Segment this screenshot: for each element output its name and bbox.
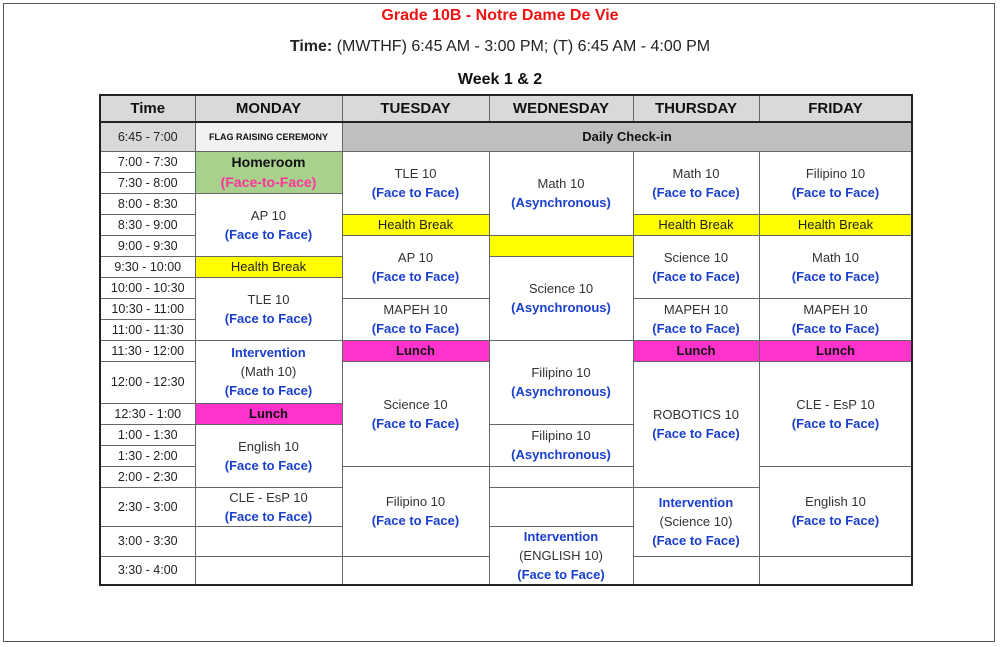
time-cell: 3:00 - 3:30 [100,526,195,556]
mode-label: (Face to Face) [652,321,740,336]
subject-name: (ENGLISH 10) [519,547,603,563]
time-cell: 11:30 - 12:00 [100,340,195,361]
tuesday-science-cell [342,361,489,466]
wednesday-science-cell [489,256,633,340]
mode-label: (Face to Face) [371,268,460,284]
subject-name: TLE 10 [247,291,290,307]
mode-label: (Face to Face) [371,513,460,529]
time-cell: 2:00 - 2:30 [100,466,195,487]
empty-cell [342,556,489,584]
subject-name: AP 10 [250,207,287,223]
lunch-cell: Lunch [342,340,489,361]
table-row [100,122,912,151]
table-row [100,340,912,361]
tuesday-tle-cell [342,151,489,214]
mode-label: (Face to Face) [224,226,313,242]
mode-label: (Face to Face) [224,457,313,473]
health-break-cell: Health Break [633,214,759,235]
wednesday-math-cell [489,151,633,235]
time-label: Time: [289,38,333,55]
monday-english-cell [195,424,342,487]
time-cell: 10:30 - 11:00 [100,298,195,319]
empty-cell [195,556,342,584]
subject-name: English 10 [805,494,866,510]
subject-name: (Science 10) [659,514,733,530]
subject-name: CLE - EsP 10 [229,489,308,505]
intervention-label: Intervention [231,345,306,360]
subject-name: Filipino 10 [531,365,591,380]
mode-label: (Face to Face) [224,383,313,398]
mode-label: (Face to Face) [517,566,605,582]
time-cell: 7:30 - 8:00 [100,172,195,193]
homeroom-mode: (Face-to-Face) [220,174,317,190]
wednesday-filipino-cell [489,340,633,424]
subject-name: ROBOTICS 10 [653,407,739,422]
thursday-science-cell [633,235,759,298]
mode-label: (Face to Face) [652,426,740,441]
tuesday-intervention-cell [489,526,633,585]
mode-label: (Asynchronous) [511,300,611,315]
monday-tle-cell [195,277,342,340]
subject-name: English 10 [238,438,299,454]
health-break-cell: Health Break [759,214,912,235]
mode-label: (Face to Face) [652,184,740,200]
mode-label: (Face to Face) [652,268,740,284]
friday-mapeh-cell [759,298,912,340]
column-header-wednesday: WEDNESDAY [489,95,633,122]
thursday-mapeh-cell [633,298,759,340]
week-label: Week 1 & 2 [457,71,543,88]
health-break-cell: Health Break [195,256,342,277]
mode-label: (Face to Face) [371,321,460,336]
homeroom-title: Homeroom [231,154,306,170]
flag-raising-cell: FLAG RAISING CEREMONY [195,122,342,151]
friday-english-cell [759,466,912,556]
subject-name: Science 10 [528,281,594,296]
subject-name: Filipino 10 [531,428,591,443]
thursday-robotics-cell [633,361,759,487]
health-break-cell: Health Break [342,214,489,235]
mode-label: (Face to Face) [371,184,460,200]
time-cell: 7:00 - 7:30 [100,151,195,172]
time-cell: 11:00 - 11:30 [100,319,195,340]
lunch-cell: Lunch [759,340,912,361]
mode-label: (Asynchronous) [511,447,611,462]
column-header-monday: MONDAY [195,95,342,122]
header-row [100,95,912,122]
table-row [100,151,912,172]
monday-intervention-cell [195,340,342,403]
time-cell: 12:30 - 1:00 [100,403,195,424]
empty-cell [195,526,342,556]
column-header-friday: FRIDAY [759,95,912,122]
subject-name: Math 10 [537,176,585,191]
time-cell: 9:30 - 10:00 [100,256,195,277]
time-cell: 3:30 - 4:00 [100,556,195,584]
schedule-table [99,94,913,586]
time-cell: 9:00 - 9:30 [100,235,195,256]
tuesday-filipino-cell [342,466,489,556]
lunch-cell: Lunch [195,403,342,424]
subject-name: MAPEH 10 [803,302,868,317]
daily-checkin-cell: Daily Check-in [342,122,912,151]
subject-name: TLE 10 [394,165,437,181]
subject-name: CLE - EsP 10 [796,396,875,412]
monday-ap-cell [195,193,342,256]
monday-cle-cell [195,487,342,526]
time-cell: 8:00 - 8:30 [100,193,195,214]
wednesday-break-cell [489,235,633,256]
subject-name: MAPEH 10 [383,302,448,317]
mode-label: (Face to Face) [371,415,460,431]
mode-label: (Face to Face) [791,268,880,284]
time-cell: 1:00 - 1:30 [100,424,195,445]
mode-label: (Asynchronous) [511,384,611,399]
friday-cle-cell [759,361,912,466]
schedule-time-line [0,38,1000,56]
monday-homeroom-cell [195,151,342,193]
lunch-cell: Lunch [633,340,759,361]
empty-cell [489,466,633,487]
mode-label: (Face to Face) [652,533,740,549]
column-header-tuesday: TUESDAY [342,95,489,122]
mode-label: (Face to Face) [791,321,880,336]
empty-cell [759,556,912,584]
friday-math-cell [759,235,912,298]
time-cell: 1:30 - 2:00 [100,445,195,466]
time-cell: 10:00 - 10:30 [100,277,195,298]
wednesday-filipino-cell [489,424,633,466]
column-header-time: Time [100,95,195,122]
intervention-label: Intervention [523,528,599,544]
mode-label: (Face to Face) [224,508,313,524]
tuesday-mapeh-cell [342,298,489,340]
time-cell: 6:45 - 7:00 [100,122,195,151]
subject-name: Science 10 [663,249,729,265]
subject-name: (Math 10) [240,364,297,379]
time-text: (MWTHF) 6:45 AM - 3:00 PM; (T) 6:45 AM - 4:00 PM [336,38,711,55]
time-cell: 12:00 - 12:30 [100,361,195,403]
mode-label: (Face to Face) [791,415,880,431]
intervention-label: Intervention [658,495,734,511]
page-title: Grade 10B - Notre Dame De Vie [381,7,619,24]
mode-label: (Face to Face) [224,310,313,326]
subject-name: Math 10 [812,249,859,265]
thursday-intervention-cell [633,487,759,556]
empty-cell [633,556,759,584]
tuesday-ap-cell [342,235,489,298]
mode-label: (Asynchronous) [511,195,611,210]
empty-cell [489,487,633,526]
mode-label: (Face to Face) [791,513,880,529]
subject-name: Filipino 10 [805,165,866,181]
subject-name: Science 10 [383,396,448,412]
time-cell: 8:30 - 9:00 [100,214,195,235]
subject-name: Filipino 10 [385,494,446,510]
time-cell: 2:30 - 3:00 [100,487,195,526]
thursday-math-cell [633,151,759,214]
friday-filipino-cell [759,151,912,214]
subject-name: AP 10 [397,249,434,265]
subject-name: Math 10 [672,165,720,181]
subject-name: MAPEH 10 [663,302,729,317]
column-header-thursday: THURSDAY [633,95,759,122]
mode-label: (Face to Face) [791,184,880,200]
